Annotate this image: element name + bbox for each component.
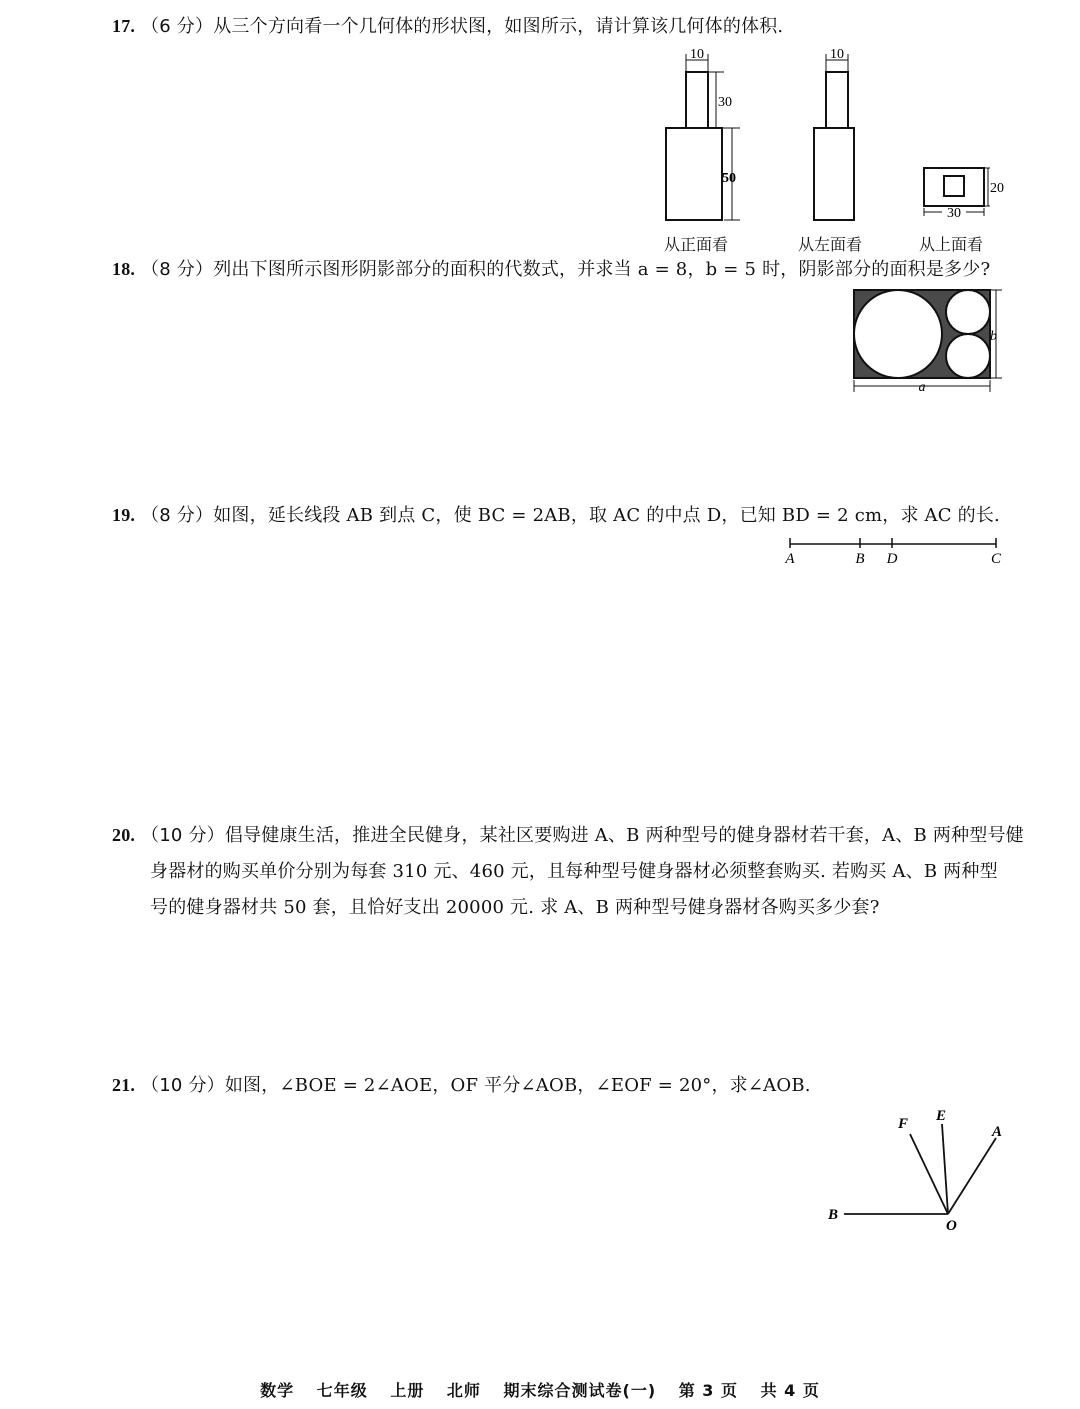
small-circle-top bbox=[946, 290, 990, 334]
question-number: 18. bbox=[112, 259, 136, 279]
point-label-d: D bbox=[886, 551, 898, 567]
ray-oe bbox=[942, 1124, 948, 1214]
front-view-figure bbox=[660, 44, 740, 244]
vertex-label-o: O bbox=[946, 1218, 957, 1234]
question-points: （6 分） bbox=[141, 16, 214, 37]
top-view-figure bbox=[918, 164, 1008, 230]
footer-volume: 上册 bbox=[390, 1381, 425, 1400]
front-top-height-label: 30 bbox=[718, 95, 732, 110]
question-text: 如图，∠BOE = 2∠AOE，OF 平分∠AOB，∠EOF = 20°，求∠AOB. bbox=[224, 1075, 811, 1096]
footer-edition: 北师 bbox=[446, 1381, 481, 1400]
ray-label-e: E bbox=[936, 1108, 947, 1124]
question-number: 17. bbox=[112, 16, 136, 36]
angle-figure bbox=[824, 1098, 1014, 1238]
top-width-label: 30 bbox=[947, 206, 961, 221]
small-circle-bottom bbox=[946, 334, 990, 378]
left-view-base-rect bbox=[814, 128, 854, 220]
question-20-line2: 身器材的购买单价分别为每套 310 元、460 元，且每种型号健身器材必须整套购买. 若购买 A、B 两种型 bbox=[150, 861, 998, 882]
ray-label-b: B bbox=[828, 1207, 839, 1223]
question-text: 如图，延长线段 AB 到点 C，使 BC = 2AB，取 AC 的中点 D，已知 BD = 2 cm，求 AC 的长. bbox=[213, 505, 1000, 526]
ray-label-a: A bbox=[992, 1124, 1003, 1140]
top-view-inner-square bbox=[944, 176, 964, 196]
question-points: （10 分） bbox=[141, 825, 225, 846]
footer-title: 期末综合测试卷(一) bbox=[503, 1381, 657, 1400]
front-view-caption: 从正面看 bbox=[664, 235, 729, 254]
point-label-a: A bbox=[785, 551, 795, 567]
left-view-figure bbox=[808, 44, 868, 244]
question-20 bbox=[112, 817, 1024, 854]
point-label-c: C bbox=[990, 551, 1002, 567]
question-19 bbox=[112, 497, 1000, 534]
question-18 bbox=[112, 251, 990, 288]
question-20-line3: 号的健身器材共 50 套，且恰好支出 20000 元. 求 A、B 两种型号健身器材各购买多少套? bbox=[150, 897, 880, 918]
question-number: 19. bbox=[112, 505, 136, 525]
front-view-top-rect bbox=[686, 72, 708, 128]
question-points: （8 分） bbox=[141, 505, 214, 526]
top-view-outer-rect bbox=[924, 168, 984, 206]
label-b: b bbox=[990, 329, 997, 344]
front-view-base-rect bbox=[666, 128, 722, 220]
footer-total: 共 4 页 bbox=[760, 1381, 820, 1400]
question-points: （10 分） bbox=[141, 1075, 225, 1096]
question-number: 21. bbox=[112, 1075, 136, 1095]
left-view-top-rect bbox=[826, 72, 848, 128]
left-top-width-label: 10 bbox=[830, 47, 844, 62]
page-footer bbox=[0, 1378, 1080, 1401]
ray-label-f: F bbox=[898, 1116, 909, 1132]
question-text-line1: 倡导健康生活，推进全民健身，某社区要购进 A、B 两种型号的健身器材若干套，A、B 两种型号健 bbox=[224, 825, 1024, 846]
question-number: 20. bbox=[112, 825, 136, 845]
footer-page: 第 3 页 bbox=[678, 1381, 738, 1400]
line-segment-figure bbox=[780, 534, 1010, 570]
shaded-rectangle-figure bbox=[850, 286, 1010, 402]
question-points: （8 分） bbox=[141, 259, 214, 280]
ray-of bbox=[910, 1134, 948, 1214]
footer-subject: 数学 bbox=[260, 1381, 295, 1400]
question-17 bbox=[112, 8, 783, 45]
front-top-width-label: 10 bbox=[690, 47, 704, 62]
large-circle bbox=[854, 290, 942, 378]
point-label-b: B bbox=[855, 551, 865, 567]
left-view-caption: 从左面看 bbox=[798, 235, 863, 254]
top-height-label: 20 bbox=[990, 181, 1004, 196]
footer-grade: 七年级 bbox=[316, 1381, 368, 1400]
ray-oa bbox=[948, 1138, 996, 1214]
question-text: 从三个方向看一个几何体的形状图，如图所示，请计算该几何体的体积. bbox=[213, 16, 784, 37]
label-a: a bbox=[918, 380, 926, 395]
top-view-caption: 从上面看 bbox=[919, 235, 984, 254]
question-text: 列出下图所示图形阴影部分的面积的代数式，并求当 a = 8，b = 5 时，阴影部分的面积是多少? bbox=[213, 259, 991, 280]
front-base-height-label: 50 bbox=[722, 171, 736, 186]
question-21 bbox=[112, 1067, 811, 1104]
